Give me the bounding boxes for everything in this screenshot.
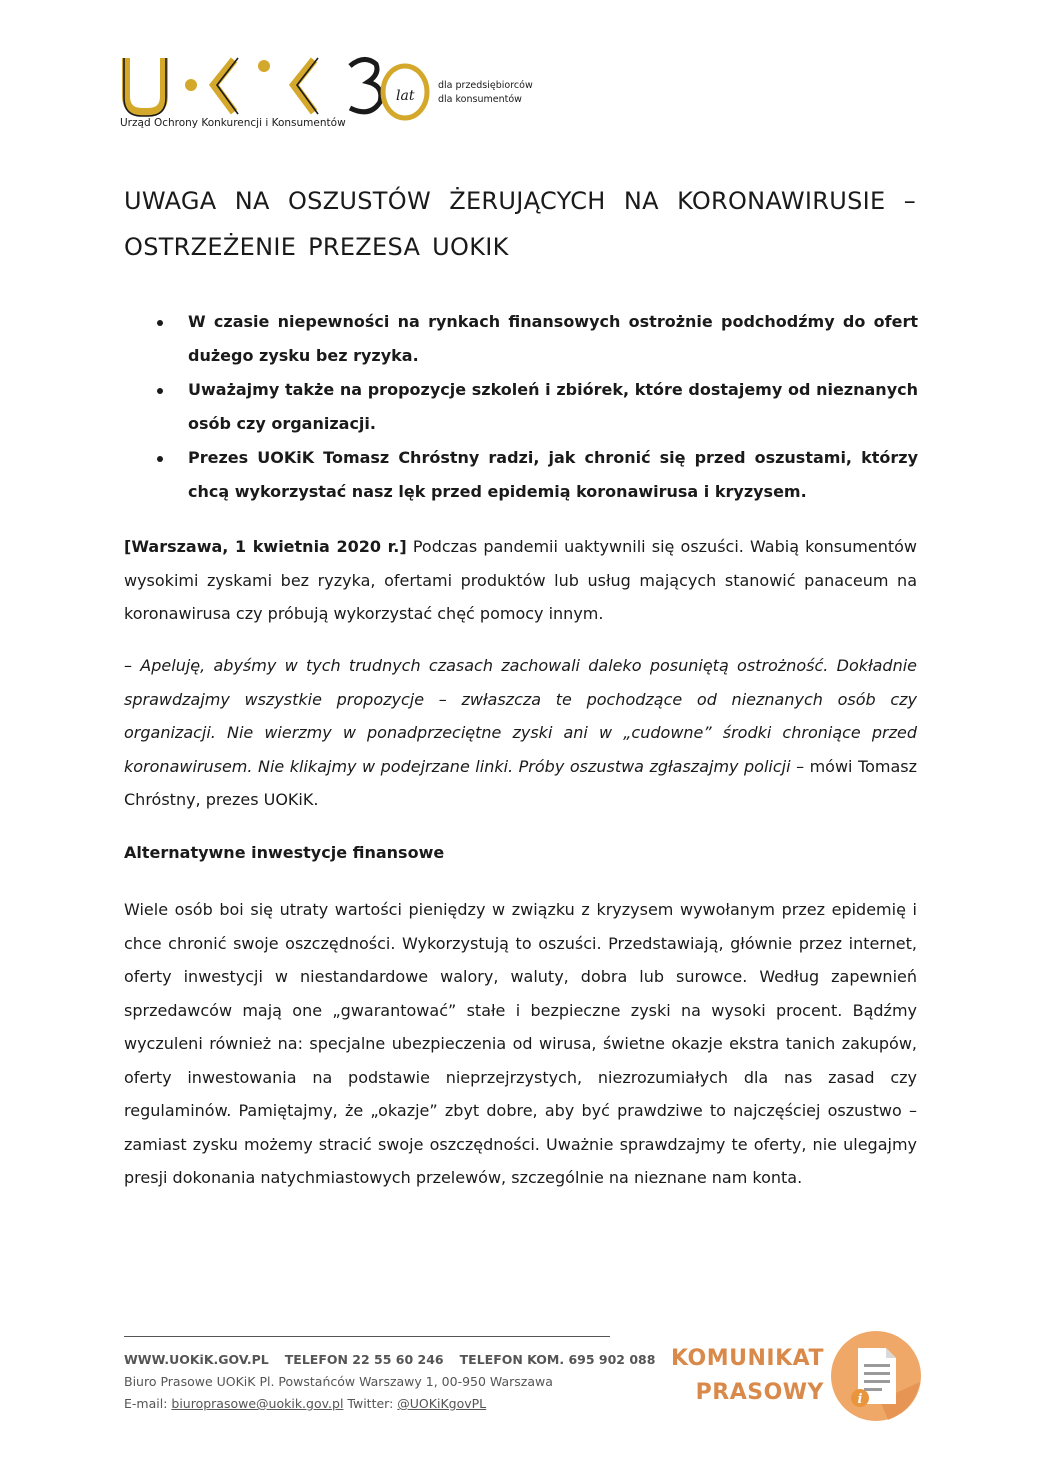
phone-mobile: TELEFON KOM. 695 902 088: [459, 1352, 656, 1367]
twitter-label: Twitter:: [343, 1396, 398, 1411]
tagline-consumers: dla konsumentów: [438, 94, 522, 105]
bullet-icon: [157, 388, 163, 394]
footer-divider: [124, 1336, 610, 1337]
quote-paragraph: [124, 649, 917, 817]
phone: TELEFON 22 55 60 246: [284, 1352, 444, 1367]
email-link[interactable]: biuroprasowe@uokik.gov.pl: [171, 1396, 344, 1411]
footer-contact: [124, 1349, 655, 1415]
bullet-icon: [157, 456, 163, 462]
press-badge-line2: PRASOWY: [695, 1380, 824, 1405]
website-link[interactable]: WWW.UOKiK.GOV.PL: [124, 1352, 269, 1367]
page-title: UWAGA NA OSZUSTÓW ŻERUJĄCYCH NA KORONAWIRUSIE – OSTRZEŻENIE PREZESA UOKIK: [124, 187, 916, 261]
press-badge-line1: KOMUNIKAT: [671, 1346, 824, 1371]
logo-subtitle: Urząd Ochrony Konkurencji i Konsumentów: [120, 117, 346, 129]
quote-text: Apeluję, abyśmy w tych trudnych czasach zachowali daleko posuniętą ostrożność. Dokładnie sprawdzajmy wszystkie propozycje – zwłaszcza te pochodzące od nieznanych osób czy organizacji. Nie wierzmy w ponadprzeciętne zyski ani w „cudowne” środki chroniące przed koronawirusem. Nie klikajmy w podejrzane linki. Próby oszustwa zgłaszajmy policji: [124, 656, 917, 776]
key-point: [124, 305, 918, 373]
key-point-text: Prezes UOKiK Tomasz Chróstny radzi, jak chronić się przed oszustami, którzy chcą wykorzystać nasz lęk przed epidemią koronawirusa i kryzysem.: [188, 448, 918, 501]
email-label: E-mail:: [124, 1396, 172, 1411]
quote-dash: –: [124, 656, 141, 675]
svg-text:i: i: [857, 1392, 863, 1407]
key-points-list: [124, 305, 918, 509]
section-body: Wiele osób boi się utraty wartości pieniędzy w związku z kryzysem wywołanym przez epidemię i chce chronić swoje oszczędności. Wykorzystują to oszuści. Przedstawiają, głównie przez internet, oferty inwestycji w niestandardowe walory, waluty, dobra lub surowce. Według zapewnień sprzedawców mają one „gwarantować” stałe i bezpieczne zyski na wysoki procent. Bądźmy wyczuleni również na: specjalne ubezpieczenia od wirusa, świetne okazje ekstra tanich zakupów, oferty inwestowania na podstawie nieprzejrzystych, niezrozumiałych dla nas zasad czy regulaminów. Pamiętajmy, że „okazje” zbyt dobre, aby być prawdziwe to najczęściej oszustwo – zamiast zysku możemy stracić swoje oszczędności. Uważnie sprawdzajmy te oferty, nie ulegajmy presji dokonania natychmiastowych przelewów, szczególnie na nieznane nam konta.: [124, 900, 917, 1187]
lead-text: Podczas pandemii uaktywnili się oszuści. Wabią konsumentów wysokimi zyskami bez ryzyka, ofertami produktów lub usług mających stanowić panaceum na koronawirusa czy próbują wykorzystać chęć pomocy innym.: [124, 537, 917, 623]
key-point: [124, 441, 918, 509]
lead-paragraph: [124, 530, 917, 631]
footer-line-3: [124, 1393, 655, 1415]
press-release-badge: [654, 1330, 924, 1422]
key-point-text: Uważajmy także na propozycje szkoleń i zbiórek, które dostajemy od nieznanych osób czy organizacji.: [188, 380, 918, 433]
document-info-icon: [830, 1330, 922, 1422]
section-heading: Alternatywne inwestycje finansowe: [124, 843, 445, 862]
footer-address: Biuro Prasowe UOKiK Pl. Powstańców Warszawy 1, 00-950 Warszawa: [124, 1374, 553, 1389]
svg-text:lat: lat: [396, 88, 415, 104]
bullet-icon: [157, 320, 163, 326]
twitter-link[interactable]: @UOKiKgovPL: [397, 1396, 487, 1411]
quote-attribution: – mówi Tomasz Chróstny, prezes UOKiK.: [124, 756, 917, 809]
key-point-text: W czasie niepewności na rynkach finansowych ostrożnie podchodźmy do ofert dużego zysku bez ryzyka.: [188, 312, 918, 365]
dateline: [Warszawa, 1 kwietnia 2020 r.]: [124, 537, 407, 556]
footer-line-1: [124, 1349, 655, 1371]
key-point: [124, 373, 918, 441]
tagline-entrepreneurs: dla przedsiębiorców: [438, 80, 533, 91]
